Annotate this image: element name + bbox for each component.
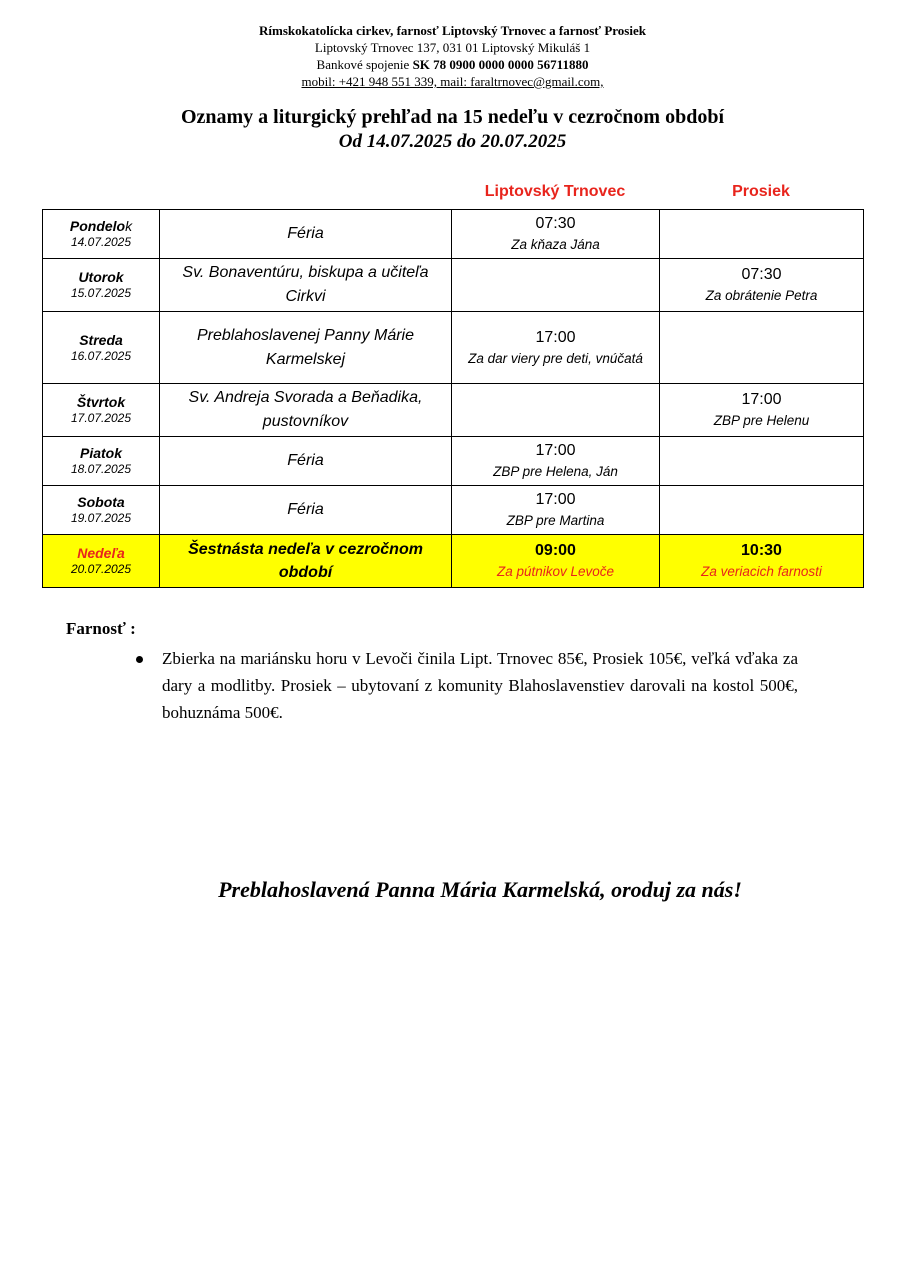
mass-intention: Za veriacich farnosti xyxy=(701,564,822,579)
day-name: Pondelok xyxy=(69,218,133,234)
day-date: 19.07.2025 xyxy=(70,511,132,525)
letterhead xyxy=(0,22,905,90)
day-date: 18.07.2025 xyxy=(70,462,132,476)
table-row xyxy=(43,259,864,312)
day-name: Utorok xyxy=(78,269,124,285)
day-date: 14.07.2025 xyxy=(70,235,132,249)
day-name: Piatok xyxy=(79,445,122,461)
feast-name: Sv. Andreja Svorada a Beňadika, pustovníkov xyxy=(188,389,423,430)
bullet-icon xyxy=(136,656,143,663)
trnovec-mass-cell xyxy=(452,535,660,588)
feast-cell xyxy=(160,259,452,312)
mass-time: 17:00 xyxy=(535,491,576,508)
mass-time: 17:00 xyxy=(535,442,576,459)
table-row xyxy=(43,312,864,384)
table-row xyxy=(43,210,864,259)
feast-name: Féria xyxy=(287,452,324,469)
prosiek-mass-cell xyxy=(660,384,864,437)
feast-name: Sv. Bonaventúru, biskupa a učiteľa Cirkvi xyxy=(182,264,429,305)
bank-iban: SK 78 0900 0000 0000 56711880 xyxy=(412,57,589,72)
day-cell xyxy=(43,384,160,437)
trnovec-mass-cell xyxy=(452,259,660,312)
feast-cell xyxy=(160,535,452,588)
day-date: 15.07.2025 xyxy=(70,286,132,300)
mass-time: 17:00 xyxy=(741,391,782,408)
table-row-sunday xyxy=(43,535,864,588)
day-date: 20.07.2025 xyxy=(70,562,132,576)
column-header-trnovec: Liptovský Trnovec xyxy=(484,183,626,200)
bank-label: Bankové spojenie xyxy=(316,57,413,72)
feast-cell xyxy=(160,210,452,259)
day-name: Streda xyxy=(79,331,123,348)
mass-time: 09:00 xyxy=(535,542,576,559)
trnovec-mass-cell xyxy=(452,486,660,535)
trnovec-mass-cell xyxy=(452,210,660,259)
day-name: Štvrtok xyxy=(76,394,126,410)
prosiek-mass-cell xyxy=(660,437,864,486)
day-date: 16.07.2025 xyxy=(70,348,132,363)
mass-intention: ZBP pre Martina xyxy=(506,513,605,528)
day-cell xyxy=(43,535,160,588)
mass-intention: ZBP pre Helenu xyxy=(713,413,810,428)
table-row xyxy=(43,486,864,535)
mass-time: 07:30 xyxy=(741,266,782,283)
closing-invocation: Preblahoslavená Panna Mária Karmelská, oroduj za nás! xyxy=(218,877,742,902)
prosiek-mass-cell xyxy=(660,210,864,259)
day-cell xyxy=(43,210,160,259)
day-cell xyxy=(43,486,160,535)
parish-name: Rímskokatolícka cirkev, farnosť Liptovský Trnovec a farnosť Prosiek xyxy=(259,23,646,38)
prosiek-mass-cell xyxy=(660,312,864,384)
feast-cell xyxy=(160,312,452,384)
feast-cell xyxy=(160,384,452,437)
feast-name: Féria xyxy=(287,225,324,242)
day-name: Sobota xyxy=(77,494,125,510)
mass-intention: ZBP pre Helena, Ján xyxy=(493,464,618,479)
trnovec-mass-cell xyxy=(452,312,660,384)
mass-intention: Za pútnikov Levoče xyxy=(496,564,615,579)
day-cell xyxy=(43,312,160,384)
day-cell xyxy=(43,259,160,312)
document-title: Oznamy a liturgický prehľad na 15 nedeľu v cezročnom období xyxy=(180,106,725,128)
prosiek-mass-cell xyxy=(660,535,864,588)
feast-cell xyxy=(160,437,452,486)
prosiek-mass-cell xyxy=(660,259,864,312)
mass-intention: Za dar viery pre deti, vnúčatá xyxy=(468,350,643,366)
day-date: 17.07.2025 xyxy=(70,411,132,425)
schedule-table xyxy=(42,209,864,588)
feast-name: Šestnásta nedeľa v cezročnom období xyxy=(188,541,423,581)
mass-intention: Za obrátenie Petra xyxy=(705,288,818,303)
parish-address: Liptovský Trnovec 137, 031 01 Liptovský Mikuláš 1 xyxy=(314,40,591,55)
mass-time: 10:30 xyxy=(741,542,782,559)
document-subtitle: Od 14.07.2025 do 20.07.2025 xyxy=(338,131,567,152)
mass-intention: Za kňaza Jána xyxy=(511,237,600,252)
table-row xyxy=(43,437,864,486)
trnovec-mass-cell xyxy=(452,437,660,486)
feast-cell xyxy=(160,486,452,535)
day-name: Nedeľa xyxy=(77,545,125,561)
mass-time: 17:00 xyxy=(535,328,576,346)
bank-account xyxy=(0,56,905,73)
mass-time: 07:30 xyxy=(535,215,576,232)
list-item xyxy=(130,645,798,726)
trnovec-mass-cell xyxy=(452,384,660,437)
announcement-text: Zbierka na mariánsku horu v Levoči činila Lipt. Trnovec 85€, Prosiek 105€, veľká vďaka za dary a modlitby. Prosiek – ubytovaní z komunity Blahoslavenstiev darovali na kostol 500€, bohuznáma 500€. xyxy=(162,649,798,722)
contact-line: mobil: +421 948 551 339, mail: faraltrnovec@gmail.com, xyxy=(301,74,604,89)
column-header-prosiek: Prosiek xyxy=(732,183,790,200)
announcements-list xyxy=(130,645,798,726)
prosiek-mass-cell xyxy=(660,486,864,535)
announcements-heading: Farnosť : xyxy=(66,619,136,638)
feast-name: Féria xyxy=(287,501,324,518)
table-row xyxy=(43,384,864,437)
day-cell xyxy=(43,437,160,486)
feast-name: Preblahoslavenej Panny Márie Karmelskej xyxy=(196,326,414,368)
